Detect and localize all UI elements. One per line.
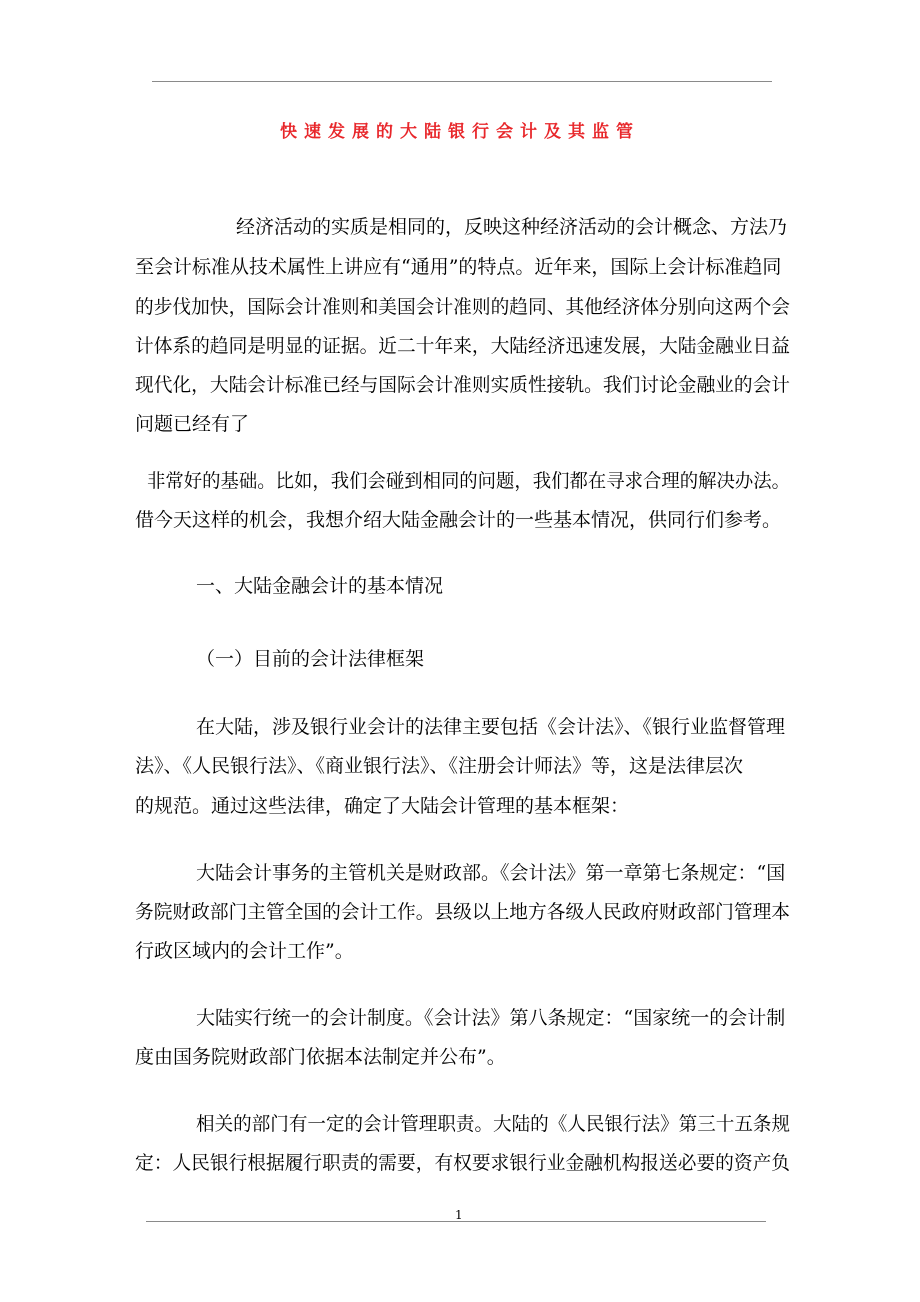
text-line: 大陆会计事务的主管机关是财政部。《会计法》第一章第七条规定：“国 [196, 862, 786, 884]
text-line: 的步伐加快，国际会计准则和美国会计准则的趋同、其他经济体分别向这两个会 [135, 296, 791, 318]
text-line: 法》、《人民银行法》、《商业银行法》、《注册会计师法》等，这是法律层次 [135, 755, 744, 777]
header-rule [152, 81, 772, 82]
text-line: 至会计标准从技术属性上讲应有“通用”的特点。近年来，国际上会计标准趋同 [135, 256, 782, 278]
text-line: 定：人民银行根据履行职责的需要，有权要求银行业金融机构报送必要的资产负 [135, 1152, 791, 1174]
section-heading: 一、大陆金融会计的基本情况 [196, 575, 444, 597]
text-line: 经济活动的实质是相同的，反映这种经济活动的会计概念、方法乃 [236, 216, 788, 238]
text-line: 问题已经有了 [135, 413, 250, 435]
footer-rule [146, 1221, 766, 1222]
text-line: 行政区域内的会计工作”。 [135, 940, 354, 962]
text-line: 非常好的基础。比如，我们会碰到相同的问题，我们都在寻求合理的解决办法。 [147, 470, 791, 492]
text-line: 务院财政部门主管全国的会计工作。县级以上地方各级人民政府财政部门管理本 [135, 901, 791, 923]
text-line: 借今天这样的机会，我想介绍大陆金融会计的一些基本情况，供同行们参考。 [135, 509, 782, 531]
text-line: 相关的部门有一定的会计管理职责。大陆的《人民银行法》第三十五条规 [196, 1113, 791, 1135]
text-line: 在大陆，涉及银行业会计的法律主要包括《会计法》、《银行业监督管理 [196, 716, 786, 738]
subsection-heading: （一）目前的会计法律框架 [196, 648, 425, 670]
text-line: 度由国务院财政部门依据本法制定并公布”。 [135, 1046, 506, 1068]
text-line: 现代化，大陆会计标准已经与国际会计准则实质性接轨。我们讨论金融业的会计 [135, 374, 791, 396]
document-title: 快速发展的大陆银行会计及其监管 [280, 122, 640, 142]
text-line: 计体系的趋同是明显的证据。近二十年来，大陆经济迅速发展，大陆金融业日益 [135, 335, 791, 357]
text-line: 大陆实行统一的会计制度。《会计法》第八条规定：“国家统一的会计制 [196, 1007, 786, 1029]
text-line: 的规范。通过这些法律，确定了大陆会计管理的基本框架： [135, 795, 630, 817]
page-number: 1 [455, 1208, 463, 1222]
